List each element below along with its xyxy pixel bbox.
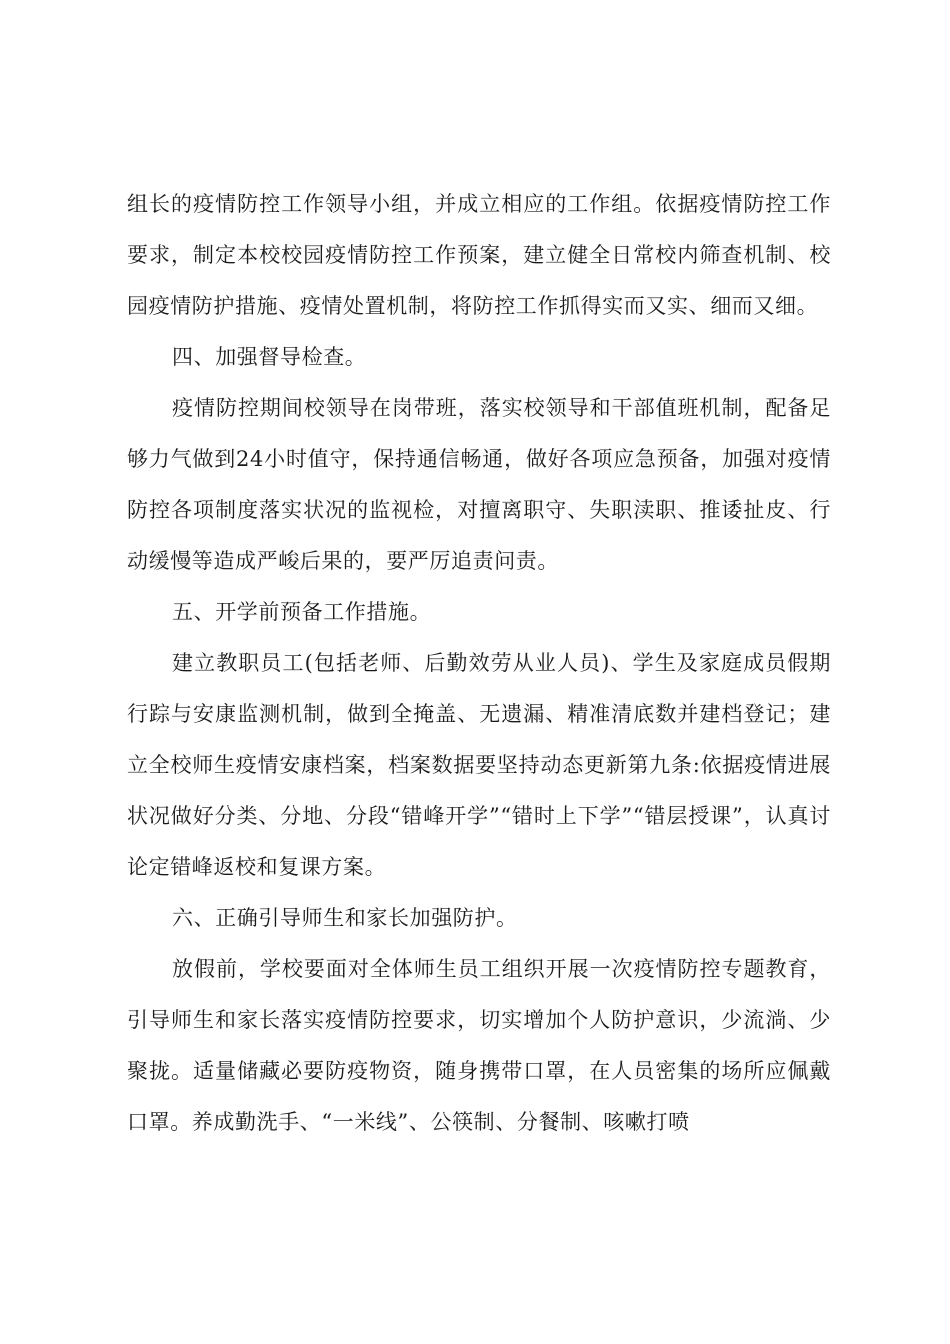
paragraph-working-group: 组长的疫情防控工作领导小组，并成立相应的工作组。依据疫情防控工作要求，制定本校校园疫情防控工作预案，建立健全日常校内筛查机制、校园疫情防护措施、疫情处置机制，将防控工作抓得实而又实、细而又细。 bbox=[127, 192, 831, 318]
paragraph-health-monitoring: 建立教职员工(包括老师、后勤效劳从业人员)、学生及家庭成员假期行踪与安康监测机制，做到全掩盖、无遗漏、精准清底数并建档登记；建立全校师生疫情安康档案，档案数据要坚持动态更新第九条:依据疫情进展状况做好分类、分地、分段“错峰开学”“错时上下学”“错层授课”，认真讨论定错峰返校和复课方案。 bbox=[127, 651, 831, 879]
paragraph-protection-education: 放假前，学校要面对全体师生员工组织开展一次疫情防控专题教育，引导师生和家长落实疫情防控要求，切实增加个人防护意识，少流淌、少聚拢。适量储藏必要防疫物资，随身携带口罩，在人员密集的场所应佩戴口罩。养成勤洗手、“一米线”、公筷制、分餐制、咳嗽打喷 bbox=[127, 957, 831, 1134]
document-body bbox=[127, 179, 831, 1148]
section-heading-supervision: 四、加强督导检查。 bbox=[172, 345, 367, 369]
section-heading-guidance: 六、正确引导师生和家长加强防护。 bbox=[172, 906, 518, 930]
paragraph-duty-system: 疫情防控期间校领导在岗带班，落实校领导和干部值班机制，配备足够力气做到24小时值守，保持通信畅通，做好各项应急预备，加强对疫情防控各项制度落实状况的监视检，对擅离职守、失职渎职、推诿扯皮、行动缓慢等造成严峻后果的，要严厉追责问责。 bbox=[127, 396, 831, 573]
section-heading-preparation: 五、开学前预备工作措施。 bbox=[172, 600, 432, 624]
